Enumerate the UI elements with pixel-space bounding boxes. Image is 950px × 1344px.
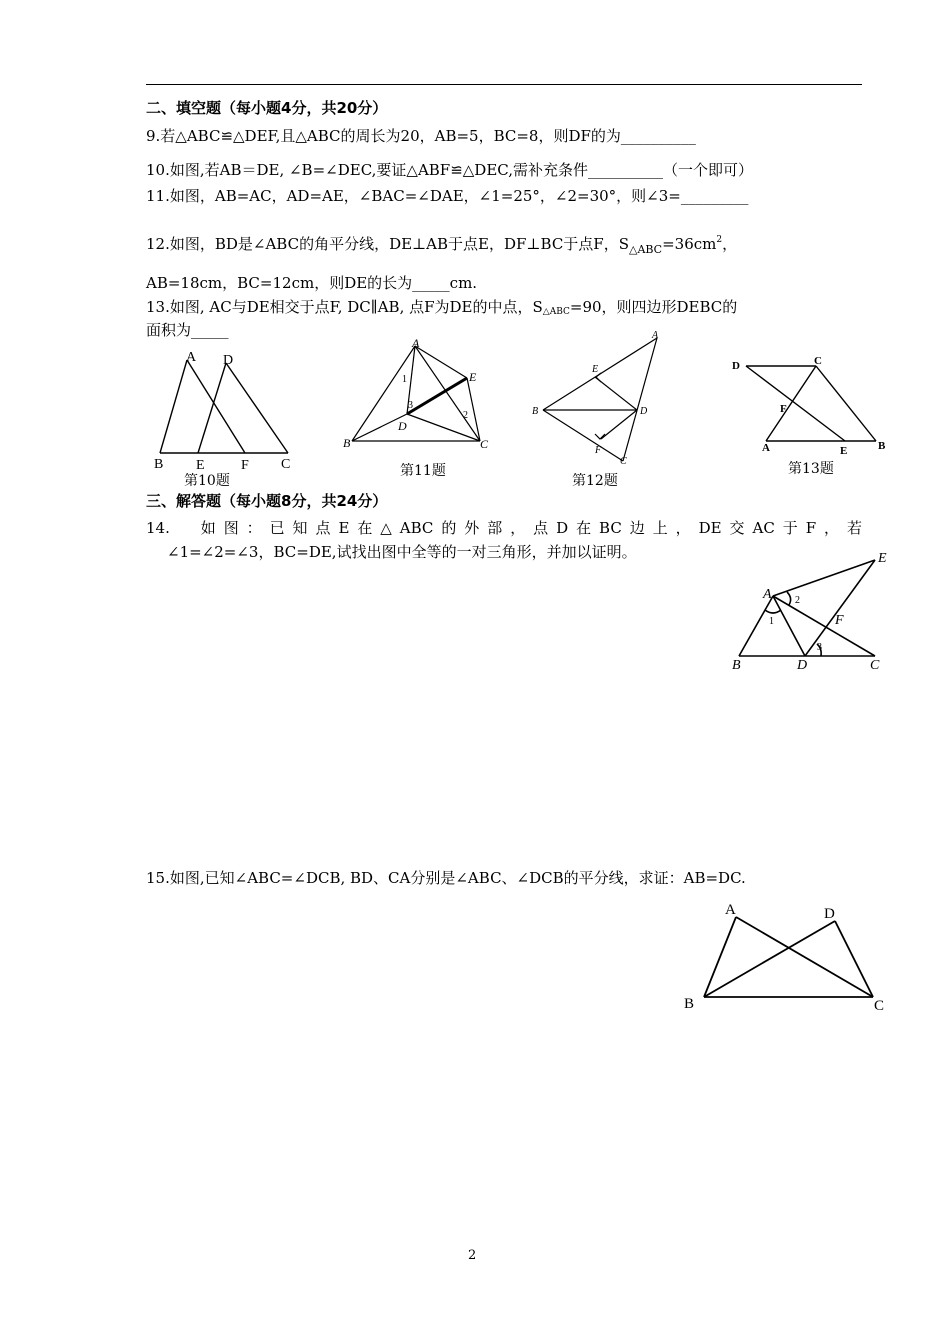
question-12-subscript: △ABC (628, 243, 663, 256)
fig15-label-a: A (725, 902, 736, 918)
fig15-label-b: B (684, 996, 695, 1012)
fig12-label-d: D (640, 406, 648, 417)
fig10-label-e: E (196, 458, 205, 473)
fig11-label-d: D (398, 419, 407, 433)
fig11-angle-1: 1 (402, 374, 407, 385)
figure-11 (340, 336, 500, 456)
question-13 (146, 297, 737, 322)
fig10-label-d: D (223, 353, 234, 368)
fig10-label-c: C (281, 457, 291, 472)
fig12-label-e: E (592, 364, 599, 375)
fig11-angle-3: 3 (408, 400, 413, 411)
question-14-line1: 14. 如图：已知点E在△ABC的外部，点D在BC边上，DE交AC于F，若 (146, 519, 862, 537)
fig13-label-e: E (840, 445, 848, 457)
fig14-angle-3: 3 (817, 642, 822, 653)
fig12-label-a: A (652, 330, 659, 341)
caption-fig12: 第12题 (572, 473, 618, 489)
fig15-label-d: D (824, 906, 835, 922)
caption-fig11: 第11题 (400, 463, 446, 479)
fig14-label-b: B (732, 658, 741, 673)
fig14-label-f: F (835, 613, 844, 628)
fig11-label-b: B (343, 436, 351, 450)
fig11-angle-2: 2 (463, 410, 468, 421)
fig13-label-a: A (762, 442, 770, 454)
question-13-line2: 面积为_____ (146, 321, 229, 339)
fig14-angle-1: 1 (769, 616, 774, 627)
fig14-label-a: A (763, 587, 772, 602)
fig10-label-a: A (186, 350, 197, 365)
figure-13 (728, 352, 898, 462)
fig14-angle-2: 2 (795, 595, 800, 606)
fig11-label-c: C (480, 437, 489, 451)
section-heading-answer: 三、解答题（每小题8分，共24分） (146, 492, 388, 510)
page-number: 2 (468, 1248, 477, 1263)
question-11: 11.如图，AB=AC，AD=AE，∠BAC=∠DAE，∠1=25°，∠2=30°，则∠3=_________ (146, 187, 749, 205)
fig13-label-b: B (878, 440, 886, 452)
caption-fig13: 第13题 (788, 461, 834, 477)
fig15-label-c: C (874, 998, 885, 1014)
fig13-label-d: D (732, 360, 740, 372)
fig10-label-f: F (241, 458, 249, 473)
question-14-line2: ∠1=∠2=∠3，BC=DE,试找出图中全等的一对三角形，并加以证明。 (167, 543, 637, 561)
question-10: 10.如图,若AB＝DE, ∠B=∠DEC,要证△ABF≌△DEC,需补充条件__________（一个即可） (146, 161, 753, 179)
question-12-superscript: 2 (716, 235, 723, 245)
fig12-label-f: F (595, 445, 602, 456)
fig14-label-e: E (878, 551, 887, 566)
question-9: 9.若△ABC≌△DEF,且△ABC的周长为20，AB=5，BC=8，则DF的为__________ (146, 127, 696, 145)
fig13-label-c: C (814, 355, 822, 367)
question-12-line2: AB=18cm，BC=12cm，则DE的长为_____cm. (146, 274, 478, 292)
top-rule (146, 84, 862, 85)
question-12-text-c: ， (722, 235, 738, 253)
fig12-label-b: B (532, 406, 539, 417)
question-12-text-b: =36cm (662, 235, 717, 253)
figure-10 (150, 345, 300, 475)
figure-15 (678, 895, 898, 1020)
section-heading-fill-in: 二、填空题（每小题4分，共20分） (146, 99, 388, 117)
question-15: 15.如图,已知∠ABC=∠DCB, BD、CA分别是∠ABC、∠DCB的平分线，求证：AB=DC. (146, 869, 746, 887)
fig10-label-b: B (154, 457, 164, 472)
figure-14 (725, 548, 900, 673)
question-13-text-b: =90，则四边形DEBC的 (569, 298, 738, 316)
fig14-label-d: D (797, 658, 808, 673)
question-12-text-a: 12.如图，BD是∠ABC的角平分线，DE⊥AB于点E，DF⊥BC于点F，S (146, 235, 629, 253)
fig14-label-c: C (870, 658, 880, 673)
question-13-subscript: △ABC (542, 307, 570, 317)
question-13-text-a: 13.如图, AC与DE相交于点F, DC∥AB, 点F为DE的中点，S (146, 298, 543, 316)
fig11-label-a: A (412, 336, 420, 350)
fig13-label-f: F (780, 403, 787, 415)
fig12-label-c: C (620, 456, 627, 467)
caption-fig10: 第10题 (184, 473, 230, 489)
fig11-label-e: E (469, 370, 477, 384)
question-12 (146, 230, 737, 260)
figure-12 (525, 326, 670, 471)
